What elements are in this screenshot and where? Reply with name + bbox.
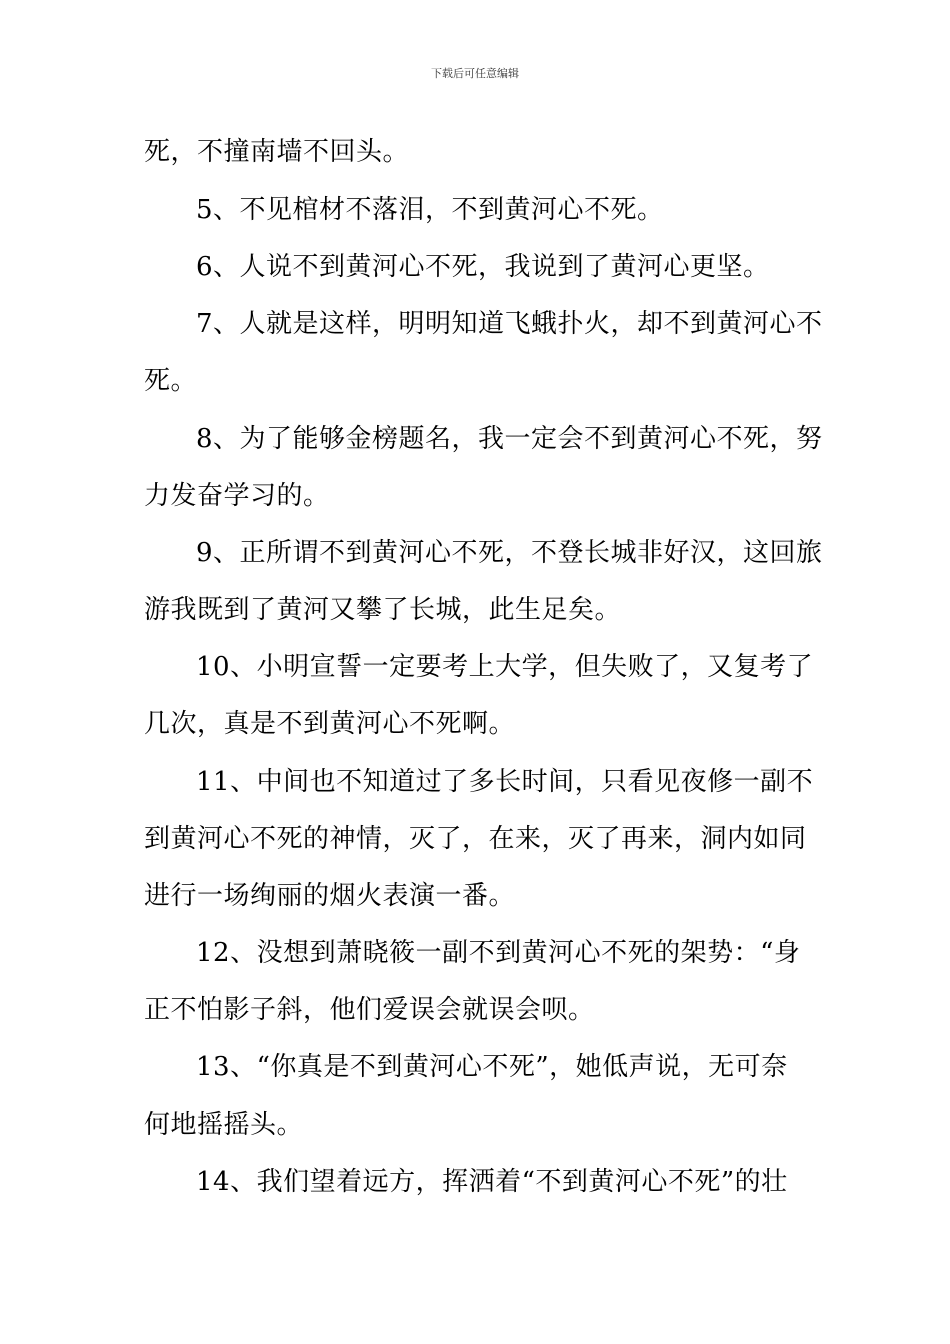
text-line: 6、人说不到黄河心不死，我说到了黄河心更坚。 bbox=[196, 252, 770, 282]
text-line: 几次，真是不到黄河心不死啊。 bbox=[144, 709, 516, 739]
text-line: 8、为了能够金榜题名，我一定会不到黄河心不死，努 bbox=[196, 424, 823, 454]
text-line: 11、中间也不知道过了多长时间，只看见夜修一副不 bbox=[196, 767, 814, 797]
text-line: 力发奋学习的。 bbox=[144, 481, 330, 511]
text-line: 12、没想到萧晓筱一副不到黄河心不死的架势：“身 bbox=[196, 938, 801, 968]
text-line: 14、我们望着远方，挥洒着“不到黄河心不死”的壮 bbox=[196, 1167, 788, 1197]
text-line: 何地摇摇头。 bbox=[144, 1110, 304, 1140]
text-line: 9、正所谓不到黄河心不死，不登长城非好汉，这回旅 bbox=[196, 538, 823, 568]
text-line: 游我既到了黄河又攀了长城，此生足矣。 bbox=[144, 595, 622, 625]
text-line: 10、小明宣誓一定要考上大学，但失败了，又复考了 bbox=[196, 652, 814, 682]
text-line: 7、人就是这样，明明知道飞蛾扑火，却不到黄河心不 bbox=[196, 309, 823, 339]
text-line: 13、“你真是不到黄河心不死”，她低声说，无可奈 bbox=[196, 1052, 788, 1082]
text-line: 5、不见棺材不落泪，不到黄河心不死。 bbox=[196, 195, 664, 225]
text-line: 进行一场绚丽的烟火表演一番。 bbox=[144, 881, 516, 911]
text-line: 正不怕影子斜，他们爱误会就误会呗。 bbox=[144, 995, 595, 1025]
text-line: 死，不撞南墙不回头。 bbox=[144, 137, 410, 167]
text-line: 死。 bbox=[144, 366, 198, 396]
page-header-note: 下载后可任意编辑 bbox=[431, 67, 519, 80]
text-line: 到黄河心不死的神情，灭了，在来，灭了再来，洞内如同 bbox=[144, 824, 807, 854]
